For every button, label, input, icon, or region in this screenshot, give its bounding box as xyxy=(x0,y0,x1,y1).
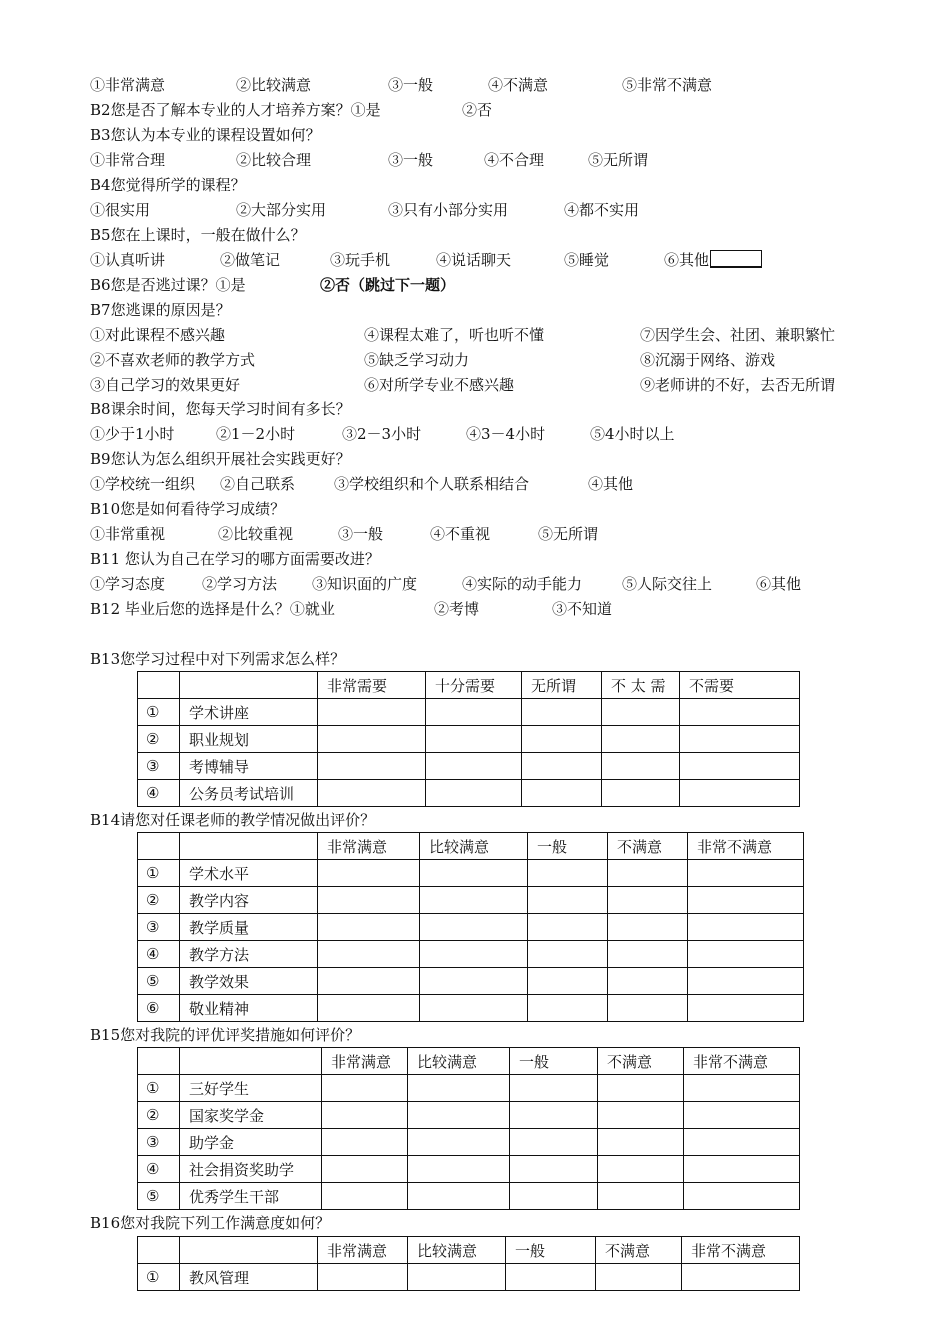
b3-option[interactable]: ③一般 xyxy=(388,151,434,169)
b3-option[interactable]: ④不合理 xyxy=(484,151,545,169)
row-label: 教学效果 xyxy=(180,968,318,995)
rating-cell[interactable] xyxy=(420,995,528,1022)
rating-cell[interactable] xyxy=(318,887,420,914)
row-label: 考博辅导 xyxy=(180,753,318,780)
b3-question: B3您认为本专业的课程设置如何？ xyxy=(90,126,321,144)
rating-cell[interactable] xyxy=(688,887,804,914)
b5-option[interactable]: ①认真听讲 xyxy=(90,251,166,269)
rating-cell[interactable] xyxy=(420,887,528,914)
rating-cell[interactable] xyxy=(602,726,680,753)
b15-table xyxy=(137,1047,800,1210)
table-row xyxy=(138,914,804,941)
rating-cell[interactable] xyxy=(420,941,528,968)
b8-option[interactable]: ①少于1小时 xyxy=(90,425,175,443)
row-label: 教风管理 xyxy=(180,1264,318,1291)
row-number: ② xyxy=(138,726,180,753)
b3-option[interactable]: ②比较合理 xyxy=(236,151,312,169)
rating-cell[interactable] xyxy=(420,968,528,995)
row-label: 公务员考试培训 xyxy=(180,780,318,807)
rating-cell[interactable] xyxy=(528,995,608,1022)
row-number: ④ xyxy=(138,941,180,968)
b11-option[interactable]: ①学习态度 xyxy=(90,575,166,593)
table-row xyxy=(138,1156,800,1183)
rating-cell[interactable] xyxy=(684,1156,800,1183)
row-label: 教学质量 xyxy=(180,914,318,941)
row-number: ① xyxy=(138,860,180,887)
rating-cell[interactable] xyxy=(318,1264,408,1291)
b4-option[interactable]: ④都不实用 xyxy=(564,201,640,219)
b7-question: B7您逃课的原因是？ xyxy=(90,301,231,319)
b4-option[interactable]: ②大部分实用 xyxy=(236,201,327,219)
rating-cell[interactable] xyxy=(522,699,602,726)
b2-question[interactable]: B2您是否了解本专业的人才培养方案？①是 xyxy=(90,101,381,119)
b2-option[interactable]: ②否 xyxy=(462,101,493,119)
rating-cell[interactable] xyxy=(602,699,680,726)
rating-cell[interactable] xyxy=(684,1102,800,1129)
header-cell: 非常满意 xyxy=(318,1237,408,1264)
header-cell: 非常满意 xyxy=(322,1048,408,1075)
rating-cell[interactable] xyxy=(510,1102,598,1129)
b10-option[interactable]: ①非常重视 xyxy=(90,525,166,543)
row-number: ② xyxy=(138,887,180,914)
rating-cell[interactable] xyxy=(528,914,608,941)
row-label: 职业规划 xyxy=(180,726,318,753)
header-cell-empty xyxy=(180,672,318,699)
header-cell: 非常不满意 xyxy=(682,1237,800,1264)
table-row xyxy=(138,887,804,914)
b6-question[interactable]: B6您是否逃过课？①是 xyxy=(90,276,246,294)
rating-cell[interactable] xyxy=(426,699,522,726)
b10-option[interactable]: ②比较重视 xyxy=(218,525,294,543)
b7-option[interactable]: ②不喜欢老师的教学方式 xyxy=(90,351,256,369)
table-header-row xyxy=(138,1048,800,1075)
b16-table xyxy=(137,1236,800,1291)
b16-question: B16您对我院下列工作满意度如何？ xyxy=(90,1214,331,1232)
header-cell: 不需要 xyxy=(680,672,800,699)
b5-option[interactable]: ③玩手机 xyxy=(330,251,391,269)
table-row xyxy=(138,753,800,780)
rating-cell[interactable] xyxy=(608,887,688,914)
row-label: 三好学生 xyxy=(180,1075,322,1102)
rating-cell[interactable] xyxy=(608,995,688,1022)
table-row xyxy=(138,780,800,807)
rating-cell[interactable] xyxy=(528,968,608,995)
header-cell: 一般 xyxy=(510,1048,598,1075)
b11-option[interactable]: ④实际的动手能力 xyxy=(462,575,583,593)
header-cell-empty xyxy=(180,1048,322,1075)
table-row xyxy=(138,1129,800,1156)
b12-question[interactable]: B12 毕业后您的选择是什么？①就业 xyxy=(90,600,335,618)
rating-cell[interactable] xyxy=(680,699,800,726)
b7-option[interactable]: ④课程太难了，听也听不懂 xyxy=(364,326,545,344)
rating-cell[interactable] xyxy=(688,914,804,941)
rating-cell[interactable] xyxy=(598,1075,684,1102)
row-label: 国家奖学金 xyxy=(180,1102,322,1129)
b11-question: B11 您认为自己在学习的哪方面需要改进？ xyxy=(90,550,380,568)
rating-cell[interactable] xyxy=(408,1264,506,1291)
rating-cell[interactable] xyxy=(522,780,602,807)
rating-cell[interactable] xyxy=(510,1075,598,1102)
rating-cell[interactable] xyxy=(682,1264,800,1291)
b10-option[interactable]: ⑤无所谓 xyxy=(538,525,599,543)
table-row xyxy=(138,1075,800,1102)
row-number: ④ xyxy=(138,780,180,807)
table-row xyxy=(138,860,804,887)
rating-cell[interactable] xyxy=(408,1102,510,1129)
table-row xyxy=(138,1102,800,1129)
b1-option[interactable]: ②比较满意 xyxy=(236,76,312,94)
b13-question: B13您学习过程中对下列需求怎么样？ xyxy=(90,650,346,668)
rating-cell[interactable] xyxy=(596,1264,682,1291)
rating-cell[interactable] xyxy=(420,914,528,941)
row-label: 教学方法 xyxy=(180,941,318,968)
table-row xyxy=(138,968,804,995)
b5-option[interactable]: ⑤睡觉 xyxy=(564,251,610,269)
rating-cell[interactable] xyxy=(684,1129,800,1156)
rating-cell[interactable] xyxy=(318,780,426,807)
rating-cell[interactable] xyxy=(426,753,522,780)
rating-cell[interactable] xyxy=(318,753,426,780)
b11-option[interactable]: ②学习方法 xyxy=(202,575,278,593)
header-cell: 比较满意 xyxy=(408,1048,510,1075)
b9-option[interactable]: ②自己联系 xyxy=(220,475,296,493)
row-label: 优秀学生干部 xyxy=(180,1183,322,1210)
rating-cell[interactable] xyxy=(598,1156,684,1183)
rating-cell[interactable] xyxy=(688,968,804,995)
rating-cell[interactable] xyxy=(322,1183,408,1210)
header-cell: 不满意 xyxy=(608,833,688,860)
rating-cell[interactable] xyxy=(318,914,420,941)
row-label: 社会捐资奖助学 xyxy=(180,1156,322,1183)
rating-cell[interactable] xyxy=(528,887,608,914)
rating-cell[interactable] xyxy=(522,753,602,780)
rating-cell[interactable] xyxy=(688,995,804,1022)
b5-other[interactable] xyxy=(664,248,762,272)
row-label: 敬业精神 xyxy=(180,995,318,1022)
b7-option[interactable]: ⑤缺乏学习动力 xyxy=(364,351,470,369)
b10-option[interactable]: ④不重视 xyxy=(430,525,491,543)
b8-option[interactable]: ②1－2小时 xyxy=(216,425,296,443)
rating-cell[interactable] xyxy=(522,726,602,753)
rating-cell[interactable] xyxy=(602,753,680,780)
rating-cell[interactable] xyxy=(318,995,420,1022)
header-cell: 无所谓 xyxy=(522,672,602,699)
b6-option[interactable]: ②否（跳过下一题） xyxy=(320,276,456,294)
row-number: ② xyxy=(138,1102,180,1129)
table-header-row xyxy=(138,1237,800,1264)
row-number: ① xyxy=(138,1075,180,1102)
rating-cell[interactable] xyxy=(528,860,608,887)
b9-option[interactable]: ③学校组织和个人联系相结合 xyxy=(334,475,530,493)
b8-option[interactable]: ④3－4小时 xyxy=(466,425,546,443)
header-cell-empty xyxy=(180,1237,318,1264)
rating-cell[interactable] xyxy=(510,1129,598,1156)
rating-cell[interactable] xyxy=(506,1264,596,1291)
b12-option[interactable]: ③不知道 xyxy=(552,600,613,618)
b12-option[interactable]: ②考博 xyxy=(434,600,480,618)
table-row xyxy=(138,1183,800,1210)
b11-option[interactable]: ⑥其他 xyxy=(756,575,802,593)
row-number: ③ xyxy=(138,914,180,941)
rating-cell[interactable] xyxy=(680,753,800,780)
header-cell-empty xyxy=(138,833,180,860)
b10-question: B10您是如何看待学习成绩？ xyxy=(90,500,286,518)
b14-table xyxy=(137,832,804,1022)
b8-question: B8课余时间，您每天学习时间有多长？ xyxy=(90,400,351,418)
header-cell: 不满意 xyxy=(596,1237,682,1264)
rating-cell[interactable] xyxy=(684,1183,800,1210)
b7-option[interactable]: ①对此课程不感兴趣 xyxy=(90,326,226,344)
rating-cell[interactable] xyxy=(680,780,800,807)
rating-cell[interactable] xyxy=(684,1075,800,1102)
row-number: ⑤ xyxy=(138,968,180,995)
rating-cell[interactable] xyxy=(408,1075,510,1102)
rating-cell[interactable] xyxy=(528,941,608,968)
header-cell: 十分需要 xyxy=(426,672,522,699)
header-cell-empty xyxy=(138,1237,180,1264)
b14-question: B14请您对任课老师的教学情况做出评价？ xyxy=(90,811,376,829)
rating-cell[interactable] xyxy=(408,1156,510,1183)
rating-cell[interactable] xyxy=(426,780,522,807)
rating-cell[interactable] xyxy=(608,968,688,995)
rating-cell[interactable] xyxy=(318,968,420,995)
rating-cell[interactable] xyxy=(318,699,426,726)
b8-option[interactable]: ⑤4小时以上 xyxy=(590,425,675,443)
header-cell-empty xyxy=(180,833,318,860)
row-label: 学术水平 xyxy=(180,860,318,887)
b7-option[interactable]: ③自己学习的效果更好 xyxy=(90,376,241,394)
rating-cell[interactable] xyxy=(408,1183,510,1210)
b4-option[interactable]: ③只有小部分实用 xyxy=(388,201,509,219)
rating-cell[interactable] xyxy=(420,860,528,887)
row-label: 助学金 xyxy=(180,1129,322,1156)
row-label: 教学内容 xyxy=(180,887,318,914)
rating-cell[interactable] xyxy=(598,1129,684,1156)
b1-option[interactable]: ③一般 xyxy=(388,76,434,94)
table-header-row xyxy=(138,833,804,860)
header-cell: 比较满意 xyxy=(408,1237,506,1264)
b5-option[interactable]: ④说话聊天 xyxy=(436,251,512,269)
rating-cell[interactable] xyxy=(322,1102,408,1129)
header-cell: 一般 xyxy=(528,833,608,860)
rating-cell[interactable] xyxy=(322,1129,408,1156)
header-cell: 一般 xyxy=(506,1237,596,1264)
b11-option[interactable]: ③知识面的广度 xyxy=(312,575,418,593)
b5-question: B5您在上课时，一般在做什么？ xyxy=(90,226,306,244)
b8-option[interactable]: ③2－3小时 xyxy=(342,425,422,443)
b7-option[interactable]: ⑥对所学专业不感兴趣 xyxy=(364,376,515,394)
table-row xyxy=(138,726,800,753)
rating-cell[interactable] xyxy=(680,726,800,753)
row-number: ⑥ xyxy=(138,995,180,1022)
b4-option[interactable]: ①很实用 xyxy=(90,201,151,219)
header-cell-empty xyxy=(138,1048,180,1075)
table-row xyxy=(138,699,800,726)
row-number: ④ xyxy=(138,1156,180,1183)
b9-option[interactable]: ①学校统一组织 xyxy=(90,475,196,493)
b7-option[interactable]: ⑧沉溺于网络、游戏 xyxy=(640,351,776,369)
header-cell: 非常需要 xyxy=(318,672,426,699)
rating-cell[interactable] xyxy=(510,1183,598,1210)
rating-cell[interactable] xyxy=(688,860,804,887)
row-number: ③ xyxy=(138,753,180,780)
b10-option[interactable]: ③一般 xyxy=(338,525,384,543)
table-row xyxy=(138,941,804,968)
b1-option[interactable]: ⑤非常不满意 xyxy=(622,76,713,94)
rating-cell[interactable] xyxy=(510,1156,598,1183)
row-number: ① xyxy=(138,1264,180,1291)
rating-cell[interactable] xyxy=(322,1075,408,1102)
b1-option[interactable]: ①非常满意 xyxy=(90,76,166,94)
b9-option[interactable]: ④其他 xyxy=(588,475,634,493)
b3-option[interactable]: ⑤无所谓 xyxy=(588,151,649,169)
table-header-row xyxy=(138,672,800,699)
rating-cell[interactable] xyxy=(318,941,420,968)
row-label: 学术讲座 xyxy=(180,699,318,726)
b3-option[interactable]: ①非常合理 xyxy=(90,151,166,169)
rating-cell[interactable] xyxy=(598,1102,684,1129)
rating-cell[interactable] xyxy=(688,941,804,968)
row-number: ③ xyxy=(138,1129,180,1156)
b5-other-blank-input[interactable] xyxy=(710,250,762,268)
header-cell: 非常不满意 xyxy=(688,833,804,860)
rating-cell[interactable] xyxy=(322,1156,408,1183)
rating-cell[interactable] xyxy=(602,780,680,807)
rating-cell[interactable] xyxy=(608,941,688,968)
b5-option[interactable]: ②做笔记 xyxy=(220,251,281,269)
header-cell: 不满意 xyxy=(598,1048,684,1075)
rating-cell[interactable] xyxy=(318,726,426,753)
rating-cell[interactable] xyxy=(598,1183,684,1210)
header-cell: 非常不满意 xyxy=(684,1048,800,1075)
b7-option[interactable]: ⑦因学生会、社团、兼职繁忙 xyxy=(640,326,836,344)
header-cell: 不 太 需 xyxy=(602,672,680,699)
rating-cell[interactable] xyxy=(408,1129,510,1156)
header-cell: 非常满意 xyxy=(318,833,420,860)
header-cell: 比较满意 xyxy=(420,833,528,860)
b5-option-other: ⑥其他 xyxy=(664,251,710,269)
header-cell-empty xyxy=(138,672,180,699)
rating-cell[interactable] xyxy=(318,860,420,887)
b13-table xyxy=(137,671,800,807)
b15-question: B15您对我院的评优评奖措施如何评价？ xyxy=(90,1026,361,1044)
rating-cell[interactable] xyxy=(608,914,688,941)
b1-option[interactable]: ④不满意 xyxy=(488,76,549,94)
b7-option[interactable]: ⑨老师讲的不好，去否无所谓 xyxy=(640,376,836,394)
table-row xyxy=(138,1264,800,1291)
b9-question: B9您认为怎么组织开展社会实践更好？ xyxy=(90,450,351,468)
rating-cell[interactable] xyxy=(426,726,522,753)
rating-cell[interactable] xyxy=(608,860,688,887)
b4-question: B4您觉得所学的课程？ xyxy=(90,176,246,194)
b11-option[interactable]: ⑤人际交往上 xyxy=(622,575,713,593)
table-row xyxy=(138,995,804,1022)
row-number: ① xyxy=(138,699,180,726)
row-number: ⑤ xyxy=(138,1183,180,1210)
